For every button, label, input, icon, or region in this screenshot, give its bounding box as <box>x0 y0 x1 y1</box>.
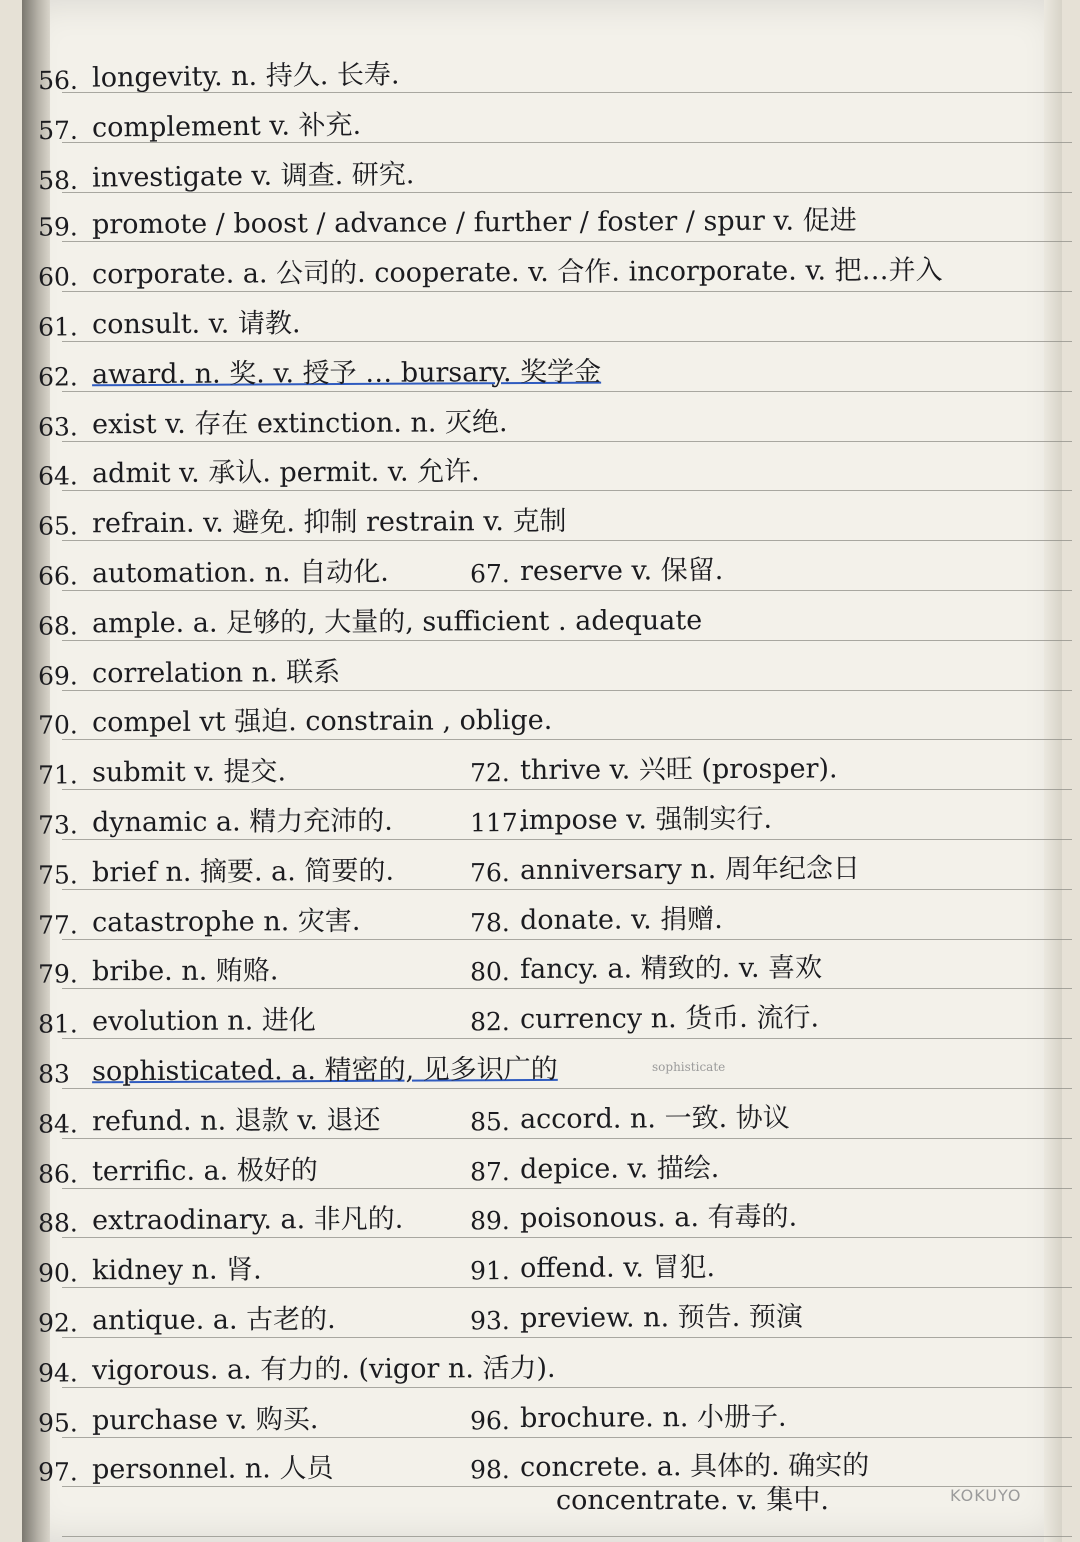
vocab-entry <box>0 487 1060 543</box>
entry-text: purchase v. 购买. <box>91 1403 319 1436</box>
entry-text: extraodinary. a. 非凡的. <box>91 1204 404 1237</box>
entry-number: 75. <box>37 860 78 890</box>
entry-text: evolution n. 进化 <box>91 1005 316 1038</box>
entry-number: 66. <box>37 561 78 591</box>
entry-text-2: impose v. 强制实行. <box>519 803 773 837</box>
entry-number-2: 67. <box>469 559 510 589</box>
entry-number: 81. <box>37 1009 78 1039</box>
entry-number: 59. <box>37 212 78 242</box>
entry-text: investigate v. 调查. 研究. <box>91 158 415 194</box>
entry-number: 60. <box>37 262 78 292</box>
vocab-entry <box>0 985 1060 1041</box>
vocab-entry <box>0 388 1060 444</box>
entry-text: bribe. n. 贿赂. <box>91 955 279 988</box>
entry-number-2: 117. <box>469 808 526 838</box>
entry-text: exist v. 存在 extinction. n. 灭绝. <box>91 406 508 440</box>
entry-text: complement v. 补充. <box>91 109 362 144</box>
entry-number: 88. <box>37 1208 78 1238</box>
entry-text: dynamic a. 精力充沛的. <box>91 805 393 839</box>
entry-text: automation. n. 自动化. <box>91 556 389 590</box>
entry-text: admit v. 承认. permit. v. 允许. <box>91 456 480 490</box>
entry-number: 64. <box>37 461 78 491</box>
vocab-entry <box>0 338 1060 394</box>
entry-number-2: 85. <box>469 1106 510 1137</box>
entry-text: ample. a. 足够的, 大量的, sufficient . adequate <box>91 604 703 640</box>
vocab-entry <box>0 587 1060 643</box>
vocab-entry <box>0 786 1060 842</box>
entry-number: 83 <box>37 1059 70 1089</box>
entry-text: brief n. 摘要. a. 简要的. <box>91 855 395 889</box>
entry-number-2: 87. <box>469 1156 510 1186</box>
entry-number: 86. <box>37 1158 78 1189</box>
entry-text-2: poisonous. a. 有毒的. <box>519 1201 798 1235</box>
vocab-entry <box>0 1334 1060 1390</box>
entry-number-2: 93. <box>469 1306 510 1336</box>
entry-number: 94. <box>37 1358 78 1388</box>
vocab-entry <box>0 1284 1060 1340</box>
vocab-entry <box>0 736 1060 792</box>
entry-number-2: 91. <box>469 1256 510 1286</box>
entry-number: 58. <box>37 165 79 195</box>
entry-number: 92. <box>37 1308 78 1338</box>
vocab-entry <box>0 288 1060 344</box>
entry-number-2: 80. <box>469 957 510 987</box>
entry-text: award. n. 奖. v. 授予 … bursary. 奖学金 <box>91 356 602 391</box>
entry-text: antique. a. 古老的. <box>91 1304 336 1337</box>
vocab-entry <box>0 886 1060 942</box>
vocab-entry <box>0 1035 1060 1091</box>
margin-note: sophisticate <box>652 1060 726 1074</box>
entry-number-2: 98. <box>469 1455 510 1485</box>
entry-text: refund. n. 退款 v. 退还 <box>91 1104 381 1138</box>
vocab-entry <box>0 836 1060 892</box>
entry-number: 56. <box>37 65 79 96</box>
entry-number: 73. <box>37 810 78 840</box>
vocab-entry <box>0 136 1060 197</box>
entry-number: 71. <box>37 760 78 790</box>
entry-number-2: 76. <box>469 857 510 888</box>
entry-number: 97. <box>37 1457 78 1487</box>
entry-text-2: fancy. a. 精致的. v. 喜欢 <box>519 952 823 986</box>
entry-number: 61. <box>37 312 78 342</box>
vocab-entry <box>0 1234 1060 1290</box>
entry-number-2: 78. <box>469 907 510 937</box>
vocab-entry <box>0 936 1060 992</box>
entry-text: sophisticated. a. 精密的, 见多识广的 <box>91 1053 558 1088</box>
brand-logo: KOKUYO <box>950 1486 1022 1505</box>
vocab-entry <box>0 1135 1060 1191</box>
entry-text: vigorous. a. 有力的. (vigor n. 活力). <box>91 1352 556 1387</box>
entry-number: 63. <box>37 411 78 442</box>
entry-text: compel vt 强迫. constrain , oblige. <box>91 705 553 739</box>
entry-number: 77. <box>37 909 78 940</box>
entry-text: correlation n. 联系 <box>91 656 341 689</box>
entry-text-2: currency n. 货币. 流行. <box>519 1002 820 1036</box>
entry-number: 69. <box>37 660 78 691</box>
vocab-entry <box>0 238 1060 294</box>
entry-text-2: thrive v. 兴旺 (prosper). <box>519 753 838 787</box>
vocab-entry <box>0 1434 1060 1490</box>
entry-number: 84. <box>37 1109 78 1139</box>
entry-number: 68. <box>37 611 78 641</box>
entry-number-2: 89. <box>469 1206 510 1236</box>
vocab-entry <box>0 438 1060 494</box>
vocab-entry <box>0 1384 1060 1440</box>
entry-number-2: 96. <box>469 1405 510 1435</box>
vocab-entry <box>0 637 1060 693</box>
entry-text: kidney n. 肾. <box>91 1254 262 1287</box>
entry-number: 79. <box>37 959 78 989</box>
vocab-entry <box>0 1085 1060 1141</box>
entry-text: corporate. a. 公司的. cooperate. v. 合作. incorporate. v. 把…并入 <box>91 255 943 291</box>
vocab-entry <box>0 1185 1060 1241</box>
entry-number-2: 82. <box>469 1007 510 1037</box>
entry-text: refrain. v. 避免. 抑制 restrain v. 克制 <box>91 505 567 540</box>
entry-text: terrific. a. 极好的 <box>91 1154 318 1187</box>
entry-number: 65. <box>37 511 78 541</box>
entry-number: 57. <box>37 115 79 145</box>
entry-text-2: depice. v. 描绘. <box>519 1152 720 1185</box>
entry-text-2: donate. v. 捐赠. <box>519 903 723 936</box>
entry-text: catastrophe n. 灾害. <box>91 905 361 938</box>
entry-text-2: accord. n. 一致. 协议 <box>519 1102 790 1135</box>
entry-number-2: 72. <box>469 758 510 788</box>
vocab-entry <box>0 189 1060 245</box>
entry-text-2: anniversary n. 周年纪念日 <box>519 853 861 886</box>
entry-text: consult. v. 请教. <box>91 308 301 341</box>
entry-number: 62. <box>37 362 78 392</box>
extra-vocab-line: concentrate. v. 集中. <box>556 1485 829 1516</box>
vocab-entry <box>0 537 1060 593</box>
entry-number: 70. <box>37 710 78 740</box>
entry-text: submit v. 提交. <box>91 756 287 789</box>
entry-text-2: preview. n. 预告. 预演 <box>519 1301 803 1335</box>
entry-number: 90. <box>37 1258 78 1288</box>
entry-text-2: offend. v. 冒犯. <box>519 1252 716 1285</box>
entry-text-2: brochure. n. 小册子. <box>519 1401 787 1434</box>
entry-text: personnel. n. 人员 <box>91 1453 334 1486</box>
ruled-line <box>62 1536 1072 1537</box>
entry-text: promote / boost / advance / further / foster / spur v. 促进 <box>91 205 857 241</box>
entry-text-2: reserve v. 保留. <box>519 554 724 588</box>
entry-number: 95. <box>37 1407 78 1438</box>
entry-text-2: concrete. a. 具体的. 确实的 <box>519 1450 870 1484</box>
entry-text: longevity. n. 持久. 长寿. <box>91 59 400 94</box>
vocab-entry <box>0 687 1060 743</box>
